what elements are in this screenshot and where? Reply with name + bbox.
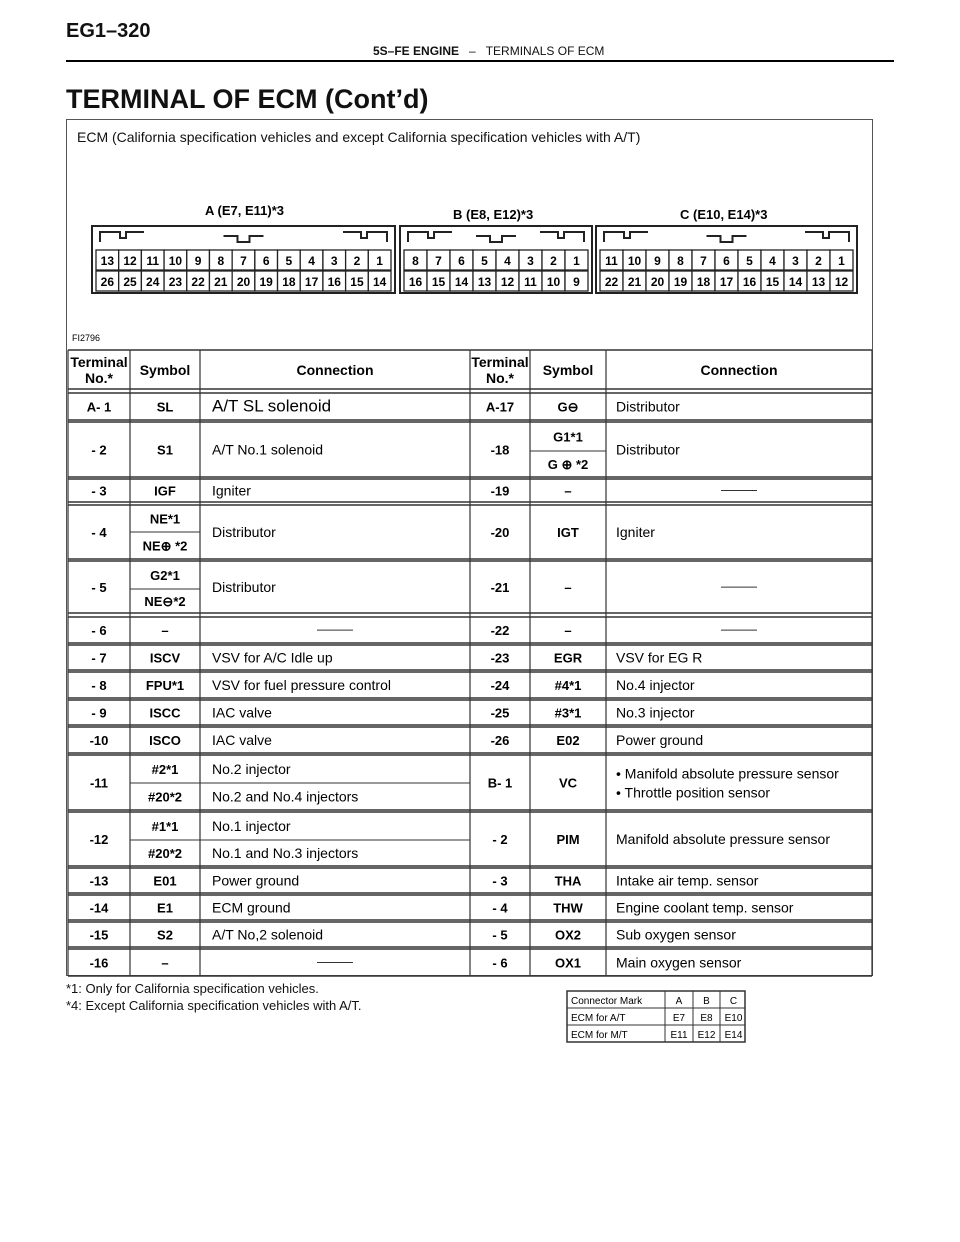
connector-a-pin-label: 5 [285, 254, 293, 268]
legend-cell: E10 [724, 1013, 743, 1024]
symbol: IGF [154, 483, 176, 499]
terminal-no: - 3 [492, 873, 508, 889]
legend-cell: ECM for A/T [571, 1013, 626, 1024]
symbol: SL [156, 399, 174, 415]
connection-dash: ——— [721, 482, 757, 497]
connector-b-pin-label: 4 [504, 254, 511, 268]
connection: Main oxygen sensor [616, 954, 742, 971]
connector-a-pin-label: 17 [304, 275, 319, 289]
terminal-no: - 5 [492, 927, 508, 943]
connector-c-pin-label: 8 [677, 254, 684, 268]
connector-a-key [100, 232, 387, 242]
legend-cell: E11 [670, 1030, 688, 1041]
connector-c-label: C (E10, E14)*3 [680, 207, 768, 222]
connection: Igniter [616, 524, 655, 540]
connector-c-pin-label: 11 [605, 254, 618, 268]
connector-b-pin-label: 10 [546, 275, 561, 289]
terminal-no: - 9 [91, 705, 107, 721]
connection-dash: ——— [317, 954, 353, 969]
connector-c-pin-label: 18 [696, 275, 711, 289]
connector-a-pin-label: 19 [259, 275, 273, 289]
terminal-no: A- 1 [86, 399, 112, 415]
connector-a-pin-label: 22 [191, 275, 205, 289]
connector-b-pin-label: 16 [408, 275, 423, 289]
legend-cell: C [729, 996, 738, 1007]
connector-a-pin-label: 9 [194, 254, 202, 268]
connector-a-pin-label: 6 [262, 254, 270, 268]
connector-a-pin-label: 2 [353, 254, 361, 268]
symbol: S1 [157, 442, 173, 458]
connector-c-pin-label: 12 [834, 275, 849, 289]
connector-c-pin-label: 14 [788, 275, 803, 289]
terminal-no: -13 [89, 873, 109, 889]
connector-b-pin-label: 11 [524, 275, 537, 289]
connection-dash: ——— [317, 622, 353, 636]
terminal-no: B- 1 [487, 775, 513, 791]
connector-a-pin-label: 8 [217, 254, 225, 268]
terminal-no: - 2 [492, 832, 508, 847]
connector-c-key [604, 232, 849, 242]
section-name: TERMINALS OF ECM [485, 44, 605, 58]
figure-caption: ECM (California specification vehicles and except California specification vehicles with A/T) [77, 129, 641, 145]
terminal-no: -19 [490, 483, 510, 499]
symbol: OX2 [554, 927, 582, 943]
connection: A/T No,2 solenoid [212, 926, 324, 943]
terminal-no: -23 [490, 650, 510, 666]
connector-b-pin-label: 14 [454, 275, 469, 289]
connection: Power ground [616, 732, 704, 748]
symbol: NE⊕ *2 [142, 538, 188, 554]
connection: No.3 injector [616, 704, 695, 721]
page-title: TERMINAL OF ECM (Cont’d) [66, 84, 429, 114]
connector-c-pin-label: 3 [792, 254, 799, 268]
connector-a-pin-label: 23 [168, 275, 183, 289]
connection: ECM ground [212, 899, 291, 916]
connector-a-pin-label: 18 [282, 275, 296, 289]
connector-b-label: B (E8, E12)*3 [453, 207, 534, 222]
connection: Distributor [212, 579, 276, 595]
legend-cell: E8 [700, 1013, 713, 1024]
symbol: IGT [557, 525, 579, 540]
header-separator: – [469, 44, 476, 58]
terminal-no: - 7 [91, 650, 107, 666]
symbol: #20*2 [148, 846, 182, 861]
connection: Distributor [212, 524, 276, 540]
connection: Manifold absolute pressure sensor [616, 831, 831, 847]
connector-c-pin-label: 19 [673, 275, 688, 289]
legend-cell: B [703, 996, 710, 1007]
connection: Distributor [616, 398, 680, 415]
connector-c-pin-label: 4 [769, 254, 776, 268]
symbol: #20*2 [148, 789, 182, 805]
connector-a-pin-label: 4 [308, 254, 315, 268]
terminal-header-line2: No.* [85, 370, 113, 386]
connector-a-pin-label: 11 [146, 254, 160, 268]
connector-b-pin-label: 13 [477, 275, 492, 289]
terminal-table [68, 350, 872, 976]
terminal-no: -15 [89, 927, 109, 943]
connector-b-pin-label: 3 [527, 254, 534, 268]
terminal-no: -20 [490, 525, 510, 540]
symbol: OX1 [554, 955, 582, 971]
terminal-no: - 4 [492, 900, 508, 916]
symbol: #3*1 [554, 705, 582, 721]
connection: A/T SL solenoid [212, 396, 332, 416]
terminal-header-right-line1: Terminal [471, 354, 529, 370]
connector-c-pin-label: 21 [627, 275, 642, 289]
symbol: THW [553, 900, 583, 916]
connector-a-label: A (E7, E11)*3 [205, 203, 285, 218]
symbol: S2 [157, 927, 173, 943]
terminal-no: - 4 [91, 525, 107, 540]
connector-a-pin-label: 21 [214, 275, 228, 289]
connector-c-pin-label: 1 [838, 254, 845, 268]
terminal-no: - 6 [91, 623, 107, 638]
connector-c-pin-label: 5 [746, 254, 753, 268]
symbol: ISCO [149, 733, 181, 748]
connector-c-pin-label: 9 [654, 254, 661, 268]
connector-mark-legend [565, 989, 747, 1043]
connection: IAC valve [212, 704, 272, 721]
terminal-header-right-line2: No.* [486, 370, 514, 386]
connection-dash: ——— [721, 579, 757, 593]
symbol-header: Symbol [139, 362, 191, 378]
connector-c-pin-label: 7 [700, 254, 707, 268]
connection: No.1 injector [212, 818, 291, 834]
terminal-no: - 2 [91, 442, 107, 458]
terminal-no: -12 [89, 832, 109, 847]
terminal-no: - 8 [91, 678, 107, 693]
page-code: EG1–320 [66, 20, 151, 42]
symbol: EGR [553, 650, 583, 666]
connection: Engine coolant temp. sensor [616, 899, 794, 916]
connection-header: Connection [296, 362, 374, 378]
figure-code: FI2796 [72, 333, 101, 343]
connection: VSV for fuel pressure control [212, 677, 391, 693]
connector-b-pin-label: 1 [573, 254, 580, 268]
connection: Sub oxygen sensor [616, 926, 736, 943]
terminal-no: - 3 [91, 483, 107, 499]
connection: No.2 and No.4 injectors [212, 788, 359, 805]
connector-c-pin-label: 16 [742, 275, 757, 289]
terminal-no: -22 [490, 623, 510, 638]
terminal-no: -10 [89, 733, 109, 748]
connector-a-pin-label: 25 [123, 275, 137, 289]
connector-c-pin-label: 13 [811, 275, 826, 289]
connection: Igniter [212, 482, 251, 499]
connector-a-pin-label: 14 [372, 275, 387, 289]
symbol: G2*1 [150, 568, 180, 583]
terminal-no: -11 [89, 775, 109, 791]
symbol: FPU*1 [145, 678, 185, 693]
connector-b-pin-label: 8 [412, 254, 419, 268]
symbol: THA [554, 873, 582, 889]
symbol: E02 [556, 733, 580, 748]
connection: Distributor [616, 441, 680, 458]
connection: No.4 injector [616, 677, 695, 693]
connection: No.1 and No.3 injectors [212, 845, 359, 861]
terminal-no: -24 [490, 678, 510, 693]
symbol: – [564, 580, 572, 595]
connector-b-pin-label: 12 [500, 275, 515, 289]
connector-b-pin-label: 7 [435, 254, 442, 268]
connection: VSV for EG R [616, 649, 703, 666]
terminal-no: -21 [490, 580, 510, 595]
connector-c-pin-label: 15 [765, 275, 780, 289]
connection-dash: ——— [721, 622, 757, 636]
connector-a-pin-label: 16 [327, 275, 341, 289]
connector-b-pin-label: 5 [481, 254, 488, 268]
connector-a-pin-label: 1 [376, 254, 383, 268]
symbol: #1*1 [151, 819, 179, 834]
symbol: – [161, 623, 169, 638]
connector-a-pin-label: 15 [350, 275, 364, 289]
connector-a-pin-label: 24 [146, 275, 160, 289]
symbol: G ⊕ *2 [547, 457, 589, 472]
connector-a-pin-label: 26 [100, 275, 115, 289]
connector-a-pin-label: 12 [123, 254, 137, 268]
legend-cell: E7 [672, 1013, 686, 1024]
footnote-4: *4: Except California specification vehicles with A/T. [66, 998, 362, 1013]
connector-c-pin-label: 10 [627, 254, 642, 268]
connector-b-pin-label: 6 [458, 254, 465, 268]
terminal-no: - 5 [91, 580, 107, 595]
connection: IAC valve [212, 732, 272, 748]
connection: • Throttle position sensor [616, 784, 771, 801]
symbol: VC [558, 775, 578, 791]
symbol: – [564, 623, 572, 638]
symbol: NE⊖*2 [144, 594, 186, 609]
connector-a-pin-label: 20 [236, 275, 251, 289]
symbol: #2*1 [151, 762, 179, 777]
terminal-no: -14 [89, 900, 109, 916]
terminal-header-line1: Terminal [70, 354, 128, 370]
connection: Power ground [212, 872, 300, 889]
legend-cell: A [675, 996, 683, 1007]
connector-a-pin-label: 13 [100, 254, 115, 268]
connector-b-pin-label: 2 [550, 254, 557, 268]
symbol: ISCV [149, 650, 181, 666]
terminal-no: - 6 [492, 955, 508, 971]
connection-header-right: Connection [700, 362, 778, 378]
symbol: G1*1 [553, 429, 583, 445]
legend-cell: E14 [724, 1030, 743, 1041]
connector-b-pin-label: 9 [573, 275, 580, 289]
connector-b-pin-label: 15 [431, 275, 446, 289]
symbol-header-right: Symbol [542, 362, 594, 378]
symbol: E01 [153, 873, 177, 889]
engine-name: 5S–FE ENGINE [373, 44, 460, 58]
connector-a-pin-label: 7 [240, 254, 247, 268]
legend-cell: ECM for M/T [571, 1030, 628, 1041]
connection: A/T No.1 solenoid [212, 441, 324, 458]
terminal-no: A-17 [485, 399, 515, 415]
connector-a-pin-label: 3 [330, 254, 338, 268]
footnote-1: *1: Only for California specification vehicles. [66, 981, 319, 996]
connector-c-pin-label: 20 [650, 275, 665, 289]
symbol: NE*1 [149, 511, 181, 527]
connection: • Manifold absolute pressure sensor [616, 765, 839, 782]
symbol: E1 [157, 900, 173, 916]
symbol: G⊖ [557, 399, 579, 415]
terminal-no: -18 [490, 442, 510, 458]
symbol: ISCC [149, 705, 181, 721]
connector-c-pin-label: 22 [604, 275, 619, 289]
terminal-no: -16 [89, 955, 109, 971]
legend-cell: E12 [697, 1030, 716, 1041]
symbol: PIM [556, 832, 580, 847]
connection: Intake air temp. sensor [616, 872, 759, 889]
symbol: – [564, 483, 572, 499]
connector-c-pin-label: 2 [815, 254, 822, 268]
connector-b-key [408, 232, 584, 242]
connector-group [92, 226, 857, 293]
symbol: – [161, 955, 169, 971]
symbol: #4*1 [554, 678, 582, 693]
connector-a-pin-label: 10 [168, 254, 183, 268]
connection: VSV for A/C Idle up [212, 649, 333, 666]
connection: No.2 injector [212, 761, 291, 777]
legend-cell: Connector Mark [571, 996, 643, 1007]
connector-c-pin-label: 17 [719, 275, 734, 289]
terminal-no: -25 [490, 705, 510, 721]
connector-c-pin-label: 6 [723, 254, 730, 268]
terminal-no: -26 [490, 733, 510, 748]
